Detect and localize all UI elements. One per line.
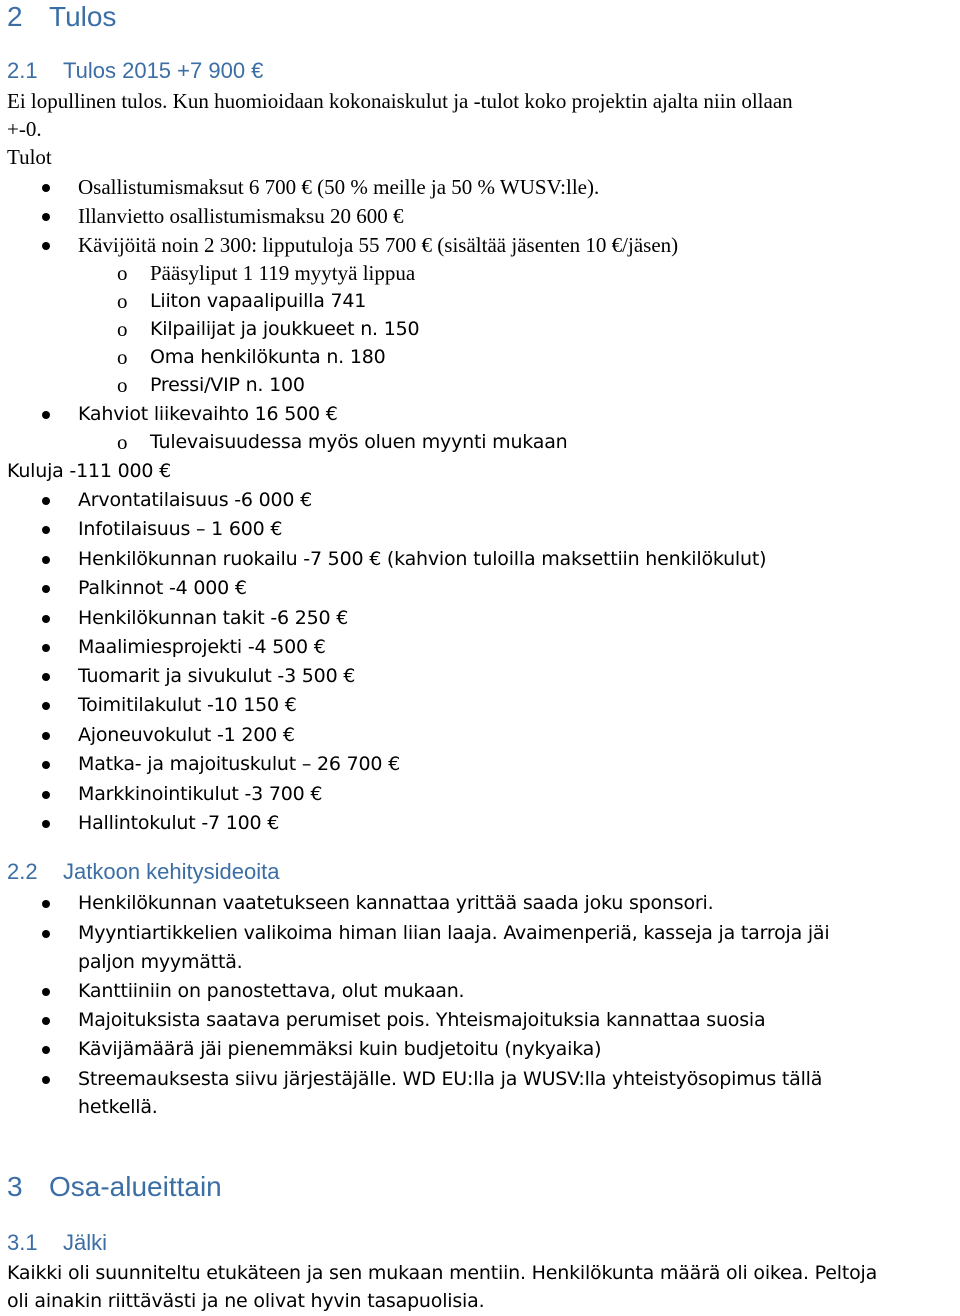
tulot-label: Tulot (7, 145, 52, 169)
bullet-icon (42, 585, 50, 593)
sub-bullet-icon: o (117, 373, 128, 397)
heading-section-2 (7, 0, 116, 34)
bullet-icon (42, 184, 50, 192)
sub-list-item-text: Oma henkilökunta n. 180 (150, 346, 386, 368)
sub-bullet-icon: o (117, 289, 128, 313)
bullet-icon (42, 1046, 50, 1054)
bullet-icon (42, 213, 50, 221)
list-item-text: Myyntiartikkelien valikoima himan liian laaja. Avaimenperiä, kasseja ja tarroja jäi (78, 922, 830, 944)
bullet-icon (42, 615, 50, 623)
bullet-icon (42, 497, 50, 505)
paragraph-line: oli ainakin riittävästi ja ne olivat hyvin tasapuolisia. (7, 1290, 485, 1312)
bullet-icon (42, 411, 50, 419)
heading-title: Osa-alueittain (49, 1171, 222, 1202)
sub-bullet-icon: o (117, 345, 128, 369)
list-item-text: Toimitilakulut -10 150 € (78, 694, 297, 716)
paragraph-line: Ei lopullinen tulos. Kun huomioidaan kokonaiskulut ja -tulot koko projektin ajalta niin ollaan (7, 89, 793, 113)
list-item-text: Arvontatilaisuus -6 000 € (78, 489, 313, 511)
bullet-icon (42, 644, 50, 652)
heading-section-3 (7, 1170, 222, 1204)
list-item-text: Tuomarit ja sivukulut -3 500 € (78, 665, 356, 687)
list-item-text: Kävijöitä noin 2 300: lipputuloja 55 700 € (sisältää jäsenten 10 €/jäsen) (78, 233, 679, 257)
list-item-text: Henkilökunnan ruokailu -7 500 € (kahvion tuloilla maksettiin henkilökulut) (78, 548, 767, 570)
bullet-icon (42, 702, 50, 710)
list-item-text-continued: hetkellä. (78, 1096, 158, 1118)
bullet-icon (42, 673, 50, 681)
heading-title: Tulos (49, 1, 117, 32)
heading-title: Jälki (63, 1230, 108, 1255)
heading-number: 2 (7, 1, 23, 32)
heading-section-3-1 (7, 1229, 107, 1257)
list-item-text: Majoituksista saatava perumiset pois. Yhteismajoituksia kannattaa suosia (78, 1009, 766, 1031)
bullet-icon (42, 761, 50, 769)
list-item-text: Henkilökunnan vaatetukseen kannattaa yrittää saada joku sponsori. (78, 892, 714, 914)
sub-list-item-text: Kilpailijat ja joukkueet n. 150 (150, 318, 420, 340)
paragraph-line: Kaikki oli suunniteltu etukäteen ja sen mukaan mentiin. Henkilökunta määrä oli oikea. Peltoja (7, 1262, 878, 1284)
heading-title: Tulos 2015 +7 900 € (63, 58, 264, 83)
sub-bullet-icon: o (117, 430, 128, 454)
list-item-text: Illanvietto osallistumismaksu 20 600 € (78, 204, 404, 228)
bullet-icon (42, 526, 50, 534)
bullet-icon (42, 1017, 50, 1025)
list-item-text: Matka- ja majoituskulut – 26 700 € (78, 753, 400, 775)
bullet-icon (42, 791, 50, 799)
list-item-text: Ajoneuvokulut -1 200 € (78, 724, 295, 746)
sub-bullet-icon: o (117, 317, 128, 341)
list-item-text: Infotilaisuus – 1 600 € (78, 518, 283, 540)
heading-number: 2.1 (7, 58, 38, 83)
list-item-text: Streemauksesta siivu järjestäjälle. WD EU:lla ja WUSV:lla yhteistyösopimus tällä (78, 1068, 823, 1090)
list-item-text: Markkinointikulut -3 700 € (78, 783, 323, 805)
heading-section-2-1 (7, 57, 263, 85)
bullet-icon (42, 900, 50, 908)
sub-list-item-text: Liiton vapaalipuilla 741 (150, 290, 367, 312)
bullet-icon (42, 988, 50, 996)
bullet-icon (42, 556, 50, 564)
list-item-text: Kävijämäärä jäi pienemmäksi kuin budjetoitu (nykyaika) (78, 1038, 602, 1060)
list-item-text: Maalimiesprojekti -4 500 € (78, 636, 326, 658)
bullet-icon (42, 820, 50, 828)
heading-number: 3.1 (7, 1230, 38, 1255)
list-item-text-continued: paljon myymättä. (78, 951, 243, 973)
sub-list-item-text: Tulevaisuudessa myös oluen myynti mukaan (150, 431, 568, 453)
heading-number: 2.2 (7, 859, 38, 884)
heading-title: Jatkoon kehitysideoita (63, 859, 280, 884)
bullet-icon (42, 930, 50, 938)
list-item-text: Palkinnot -4 000 € (78, 577, 247, 599)
sub-list-item-text: Pääsyliput 1 119 myytyä lippua (150, 261, 416, 285)
list-item-text: Kahviot liikevaihto 16 500 € (78, 403, 338, 425)
bullet-icon (42, 1076, 50, 1084)
list-item-text: Kanttiiniin on panostettava, olut mukaan. (78, 980, 465, 1002)
list-item-text: Henkilökunnan takit -6 250 € (78, 607, 349, 629)
list-item-text: Osallistumismaksut 6 700 € (50 % meille ja 50 % WUSV:lle). (78, 175, 600, 199)
sub-list-item-text: Pressi/VIP n. 100 (150, 374, 305, 396)
sub-bullet-icon: o (117, 261, 128, 285)
paragraph-line: +-0. (7, 117, 42, 141)
bullet-icon (42, 242, 50, 250)
heading-number: 3 (7, 1171, 23, 1202)
list-item-text: Hallintokulut -7 100 € (78, 812, 280, 834)
kuluja-label: Kuluja -111 000 € (7, 460, 171, 482)
bullet-icon (42, 732, 50, 740)
heading-section-2-2 (7, 858, 279, 886)
